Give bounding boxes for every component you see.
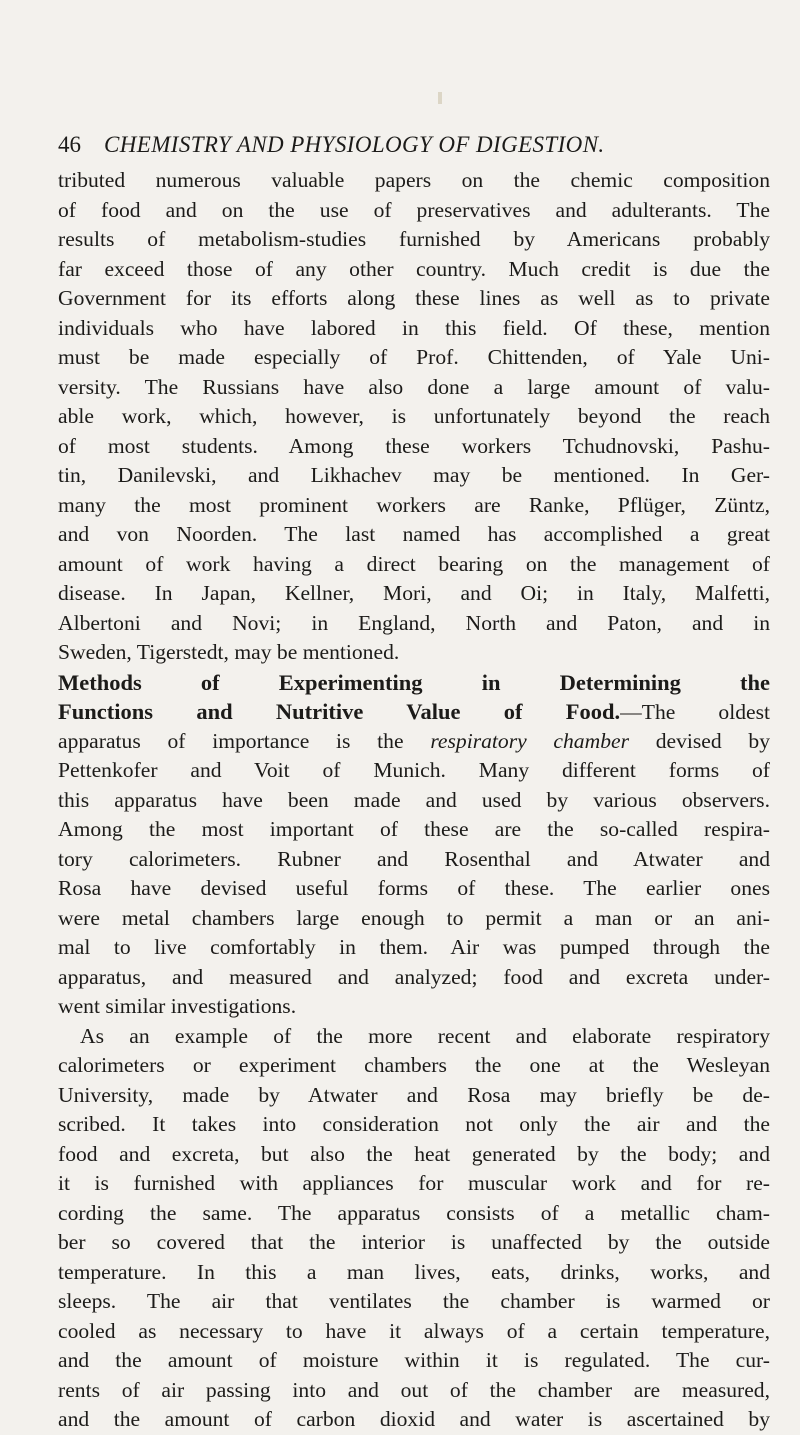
text-line: individuals who have labored in this field. Of these, mention: [58, 315, 770, 340]
text-line: temperature. In this a man lives, eats, drinks, works, and: [58, 1259, 770, 1284]
text-line: and the amount of moisture within it is regulated. The cur-: [58, 1348, 770, 1372]
text-line: apparatus, and measured and analyzed; food and excreta under-: [58, 964, 770, 989]
text-line: and the amount of carbon dioxid and water is ascertained by: [58, 1407, 770, 1431]
text-line: Albertoni and Novi; in England, North and Paton, and in: [58, 610, 770, 635]
text-line: [58, 727, 770, 757]
paper-speck: [438, 92, 442, 104]
body-text: [58, 166, 770, 1435]
page-header: [58, 130, 758, 170]
text-line: many the most prominent workers are Ranke, Pflüger, Züntz,: [58, 492, 770, 517]
text-line: Government for its efforts along these lines as well as to private: [58, 286, 770, 310]
text-line: Among the most important of these are the so-called respira-: [58, 817, 770, 841]
text-fragment: apparatus of importance is the: [58, 728, 431, 753]
text-line: results of metabolism-studies furnished by Americans probably: [58, 227, 770, 251]
text-line: Pettenkofer and Voit of Munich. Many different forms of: [58, 758, 770, 782]
running-head: CHEMISTRY AND PHYSIOLOGY OF DIGESTION.: [104, 132, 605, 157]
text-line: amount of work having a direct bearing on the management of: [58, 551, 770, 576]
text-line: this apparatus have been made and used by various observers.: [58, 787, 770, 812]
text-line: were metal chambers large enough to permit a man or an ani-: [58, 905, 770, 930]
text-line: disease. In Japan, Kellner, Mori, and Oi; in Italy, Malfetti,: [58, 581, 770, 605]
text-line: Rosa have devised useful forms of these. The earlier ones: [58, 876, 770, 900]
text-line: versity. The Russians have also done a large amount of valu-: [58, 374, 770, 399]
text-line: it is furnished with appliances for muscular work and for re-: [58, 1171, 770, 1195]
text-line: mal to live comfortably in them. Air was pumped through the: [58, 935, 770, 959]
text-line: tin, Danilevski, and Likhachev may be mentioned. In Ger-: [58, 463, 770, 487]
text-line: University, made by Atwater and Rosa may briefly be de-: [58, 1082, 770, 1107]
section-heading: Methods of Experimenting in Determining the: [58, 669, 770, 695]
text-line: Sweden, Tigerstedt, may be mentioned.: [58, 640, 400, 664]
text-line: of most students. Among these workers Tchudnovski, Pashu-: [58, 433, 770, 458]
text-line: rents of air passing into and out of the chamber are measured,: [58, 1377, 770, 1402]
text-line: able work, which, however, is unfortunately beyond the reach: [58, 404, 770, 428]
text-line: cooled as necessary to have it always of a certain temperature,: [58, 1318, 770, 1343]
text-line: must be made especially of Prof. Chittenden, of Yale Uni-: [58, 345, 770, 369]
text-line: sleeps. The air that ventilates the chamber is warmed or: [58, 1289, 770, 1313]
text-fragment: —The oldest: [620, 700, 770, 724]
text-line: scribed. It takes into consideration not only the air and the: [58, 1112, 770, 1136]
text-line: cording the same. The apparatus consists of a metallic cham-: [58, 1200, 770, 1225]
text-line: far exceed those of any other country. Much credit is due the: [58, 256, 770, 281]
text-line: food and excreta, but also the heat generated by the body; and: [58, 1141, 770, 1166]
text-line: calorimeters or experiment chambers the one at the Wesleyan: [58, 1053, 770, 1077]
section-heading-continued: [58, 697, 770, 727]
text-line: tory calorimeters. Rubner and Rosenthal and Atwater and: [58, 846, 770, 871]
text-line: went similar investigations.: [58, 994, 297, 1018]
italic-term: respiratory chamber: [430, 728, 629, 753]
text-line: and von Noorden. The last named has accomplished a great: [58, 522, 770, 546]
text-line: tributed numerous valuable papers on the chemic composition: [58, 168, 770, 192]
text-line: ber so covered that the interior is unaffected by the outside: [58, 1230, 770, 1254]
text-line: As an example of the more recent and elaborate respiratory: [80, 1023, 770, 1048]
text-line: of food and on the use of preservatives and adulterants. The: [58, 197, 770, 222]
page-number: 46: [58, 132, 81, 157]
text-fragment: devised by: [628, 728, 771, 753]
section-heading-bold: Functions and Nutritive Value of Food.: [58, 699, 621, 724]
